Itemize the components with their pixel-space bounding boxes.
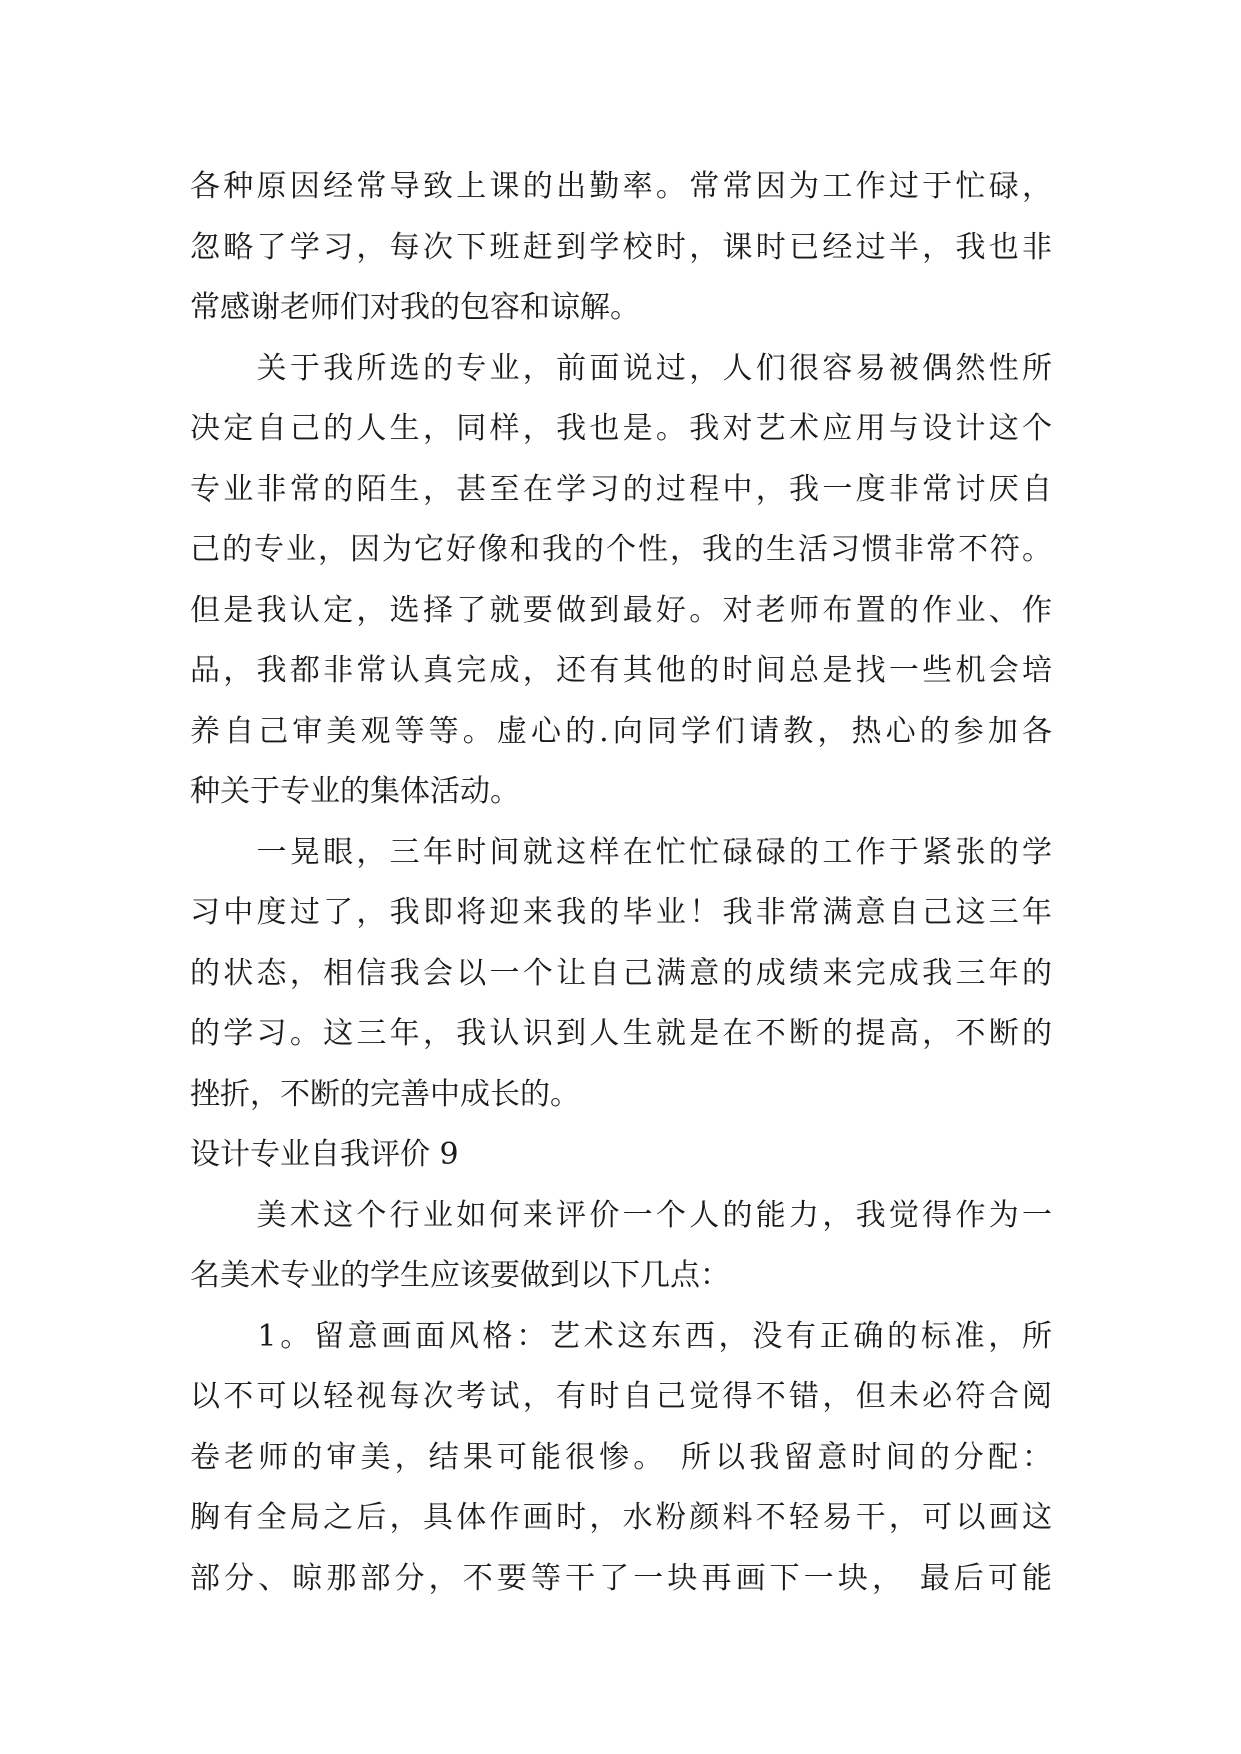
text-line: 养自己审美观等等。虚心的.向同学们请教，热心的参加各	[190, 713, 1052, 749]
text-line: 决定自己的人生，同样，我也是。我对艺术应用与设计这个	[190, 411, 1052, 446]
text-line: 常感谢老师们对我的包容和谅解。	[190, 290, 640, 325]
text-line: 专业非常的陌生，甚至在学习的过程中，我一度非常讨厌自	[190, 471, 1052, 507]
text-line: 品，我都非常认真完成，还有其他的时间总是找一些机会培	[190, 653, 1052, 688]
text-line: 的学习。这三年，我认识到人生就是在不断的提高，不断的	[190, 1016, 1052, 1051]
text-line: 关于我所选的专业，前面说过，人们很容易被偶然性所	[190, 350, 1052, 386]
text-line: 习中度过了，我即将迎来我的毕业！我非常满意自己这三年	[190, 895, 1052, 930]
section-heading: 设计专业自我评价 9	[190, 1137, 459, 1172]
text-line: 一晃眼，三年时间就这样在忙忙碌碌的工作于紧张的学	[190, 834, 1052, 870]
text-line: 种关于专业的集体活动。	[190, 774, 520, 809]
text-line: 的状态，相信我会以一个让自己满意的成绩来完成我三年的	[190, 955, 1052, 991]
text-line: 美术这个行业如何来评价一个人的能力，我觉得作为一	[190, 1197, 1052, 1233]
text-line: 忽略了学习，每次下班赶到学校时，课时已经过半，我也非	[190, 229, 1052, 265]
text-line: 以不可以轻视每次考试，有时自己觉得不错，但未必符合阅	[190, 1379, 1052, 1414]
text-line: 胸有全局之后，具体作画时，水粉颜料不轻易干，可以画这	[190, 1500, 1052, 1535]
document-body	[190, 157, 1052, 1609]
text-line: 但是我认定，选择了就要做到最好。对老师布置的作业、作	[190, 592, 1052, 628]
text-line: 部分、晾那部分，不要等干了一块再画下一块， 最后可能	[190, 1560, 1052, 1596]
text-line: 卷老师的审美，结果可能很惨。 所以我留意时间的分配：	[190, 1439, 1052, 1475]
text-line: 名美术专业的学生应该要做到以下几点：	[190, 1258, 730, 1293]
text-line: 己的专业，因为它好像和我的个性，我的生活习惯非常不符。	[190, 532, 1052, 567]
text-line: 挫折，不断的完善中成长的。	[190, 1076, 580, 1112]
text-line: 各种原因经常导致上课的出勤率。常常因为工作过于忙碌，	[190, 169, 1052, 204]
text-line: 1。留意画面风格：艺术这东西，没有正确的标准，所	[190, 1318, 1052, 1354]
